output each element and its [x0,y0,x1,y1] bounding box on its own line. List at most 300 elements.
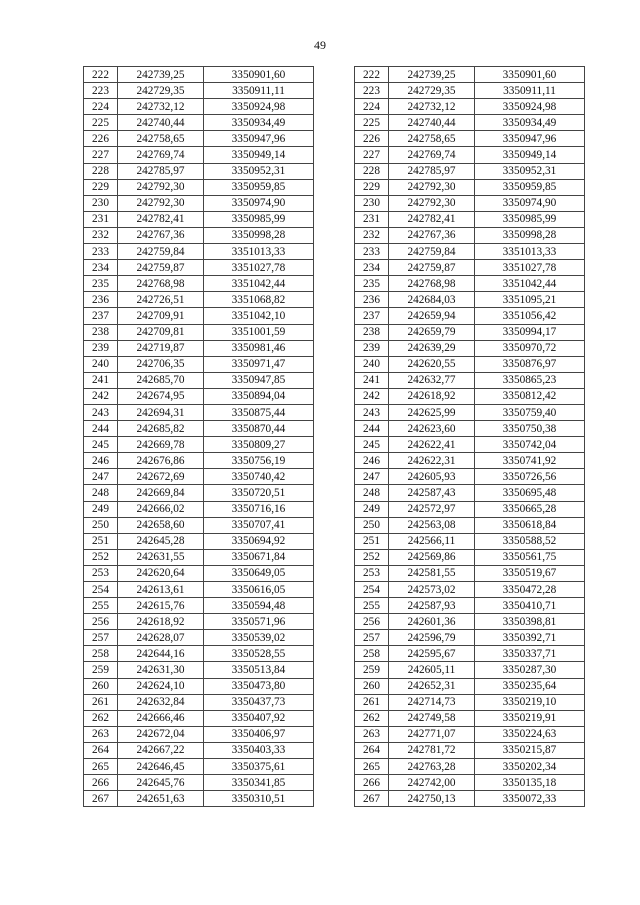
table-row [84,565,314,581]
table-row [84,694,314,710]
coordinates-table-right [354,66,585,807]
point-number-cell: 246 [84,453,118,469]
y-coordinate-cell: 3350513,84 [204,662,314,678]
table-row [355,67,585,83]
point-number-cell: 259 [355,662,389,678]
y-coordinate-cell: 3350870,44 [204,421,314,437]
table-row [355,614,585,630]
point-number-cell: 241 [84,372,118,388]
x-coordinate-cell: 242782,41 [389,211,475,227]
y-coordinate-cell: 3350392,71 [475,630,585,646]
y-coordinate-cell: 3350618,84 [475,517,585,533]
y-coordinate-cell: 3350981,46 [204,340,314,356]
y-coordinate-cell: 3350649,05 [204,565,314,581]
point-number-cell: 233 [84,244,118,260]
table-row [355,99,585,115]
point-number-cell: 266 [355,775,389,791]
y-coordinate-cell: 3350934,49 [204,115,314,131]
x-coordinate-cell: 242742,00 [389,775,475,791]
x-coordinate-cell: 242587,43 [389,485,475,501]
y-coordinate-cell: 3351001,59 [204,324,314,340]
x-coordinate-cell: 242628,07 [118,630,204,646]
x-coordinate-cell: 242768,98 [118,276,204,292]
x-coordinate-cell: 242732,12 [389,99,475,115]
table-row [84,549,314,565]
y-coordinate-cell: 3351042,10 [204,308,314,324]
table-row [355,630,585,646]
table-row [355,759,585,775]
table-row [84,759,314,775]
y-coordinate-cell: 3350410,71 [475,598,585,614]
point-number-cell: 222 [84,67,118,83]
table-row [355,565,585,581]
table-row [355,742,585,758]
table-row [355,598,585,614]
x-coordinate-cell: 242645,76 [118,775,204,791]
table-row [355,115,585,131]
point-number-cell: 229 [355,179,389,195]
y-coordinate-cell: 3350742,04 [475,437,585,453]
y-coordinate-cell: 3350934,49 [475,115,585,131]
point-number-cell: 238 [84,324,118,340]
table-row [84,276,314,292]
point-number-cell: 252 [84,549,118,565]
point-number-cell: 227 [84,147,118,163]
x-coordinate-cell: 242573,02 [389,582,475,598]
point-number-cell: 236 [84,292,118,308]
y-coordinate-cell: 3350998,28 [204,227,314,243]
point-number-cell: 257 [355,630,389,646]
table-row [84,292,314,308]
table-row [84,775,314,791]
table-row [355,678,585,694]
x-coordinate-cell: 242624,10 [118,678,204,694]
x-coordinate-cell: 242658,60 [118,517,204,533]
table-row [84,99,314,115]
point-number-cell: 239 [355,340,389,356]
x-coordinate-cell: 242632,77 [389,372,475,388]
y-coordinate-cell: 3350665,28 [475,501,585,517]
table-row [84,791,314,807]
x-coordinate-cell: 242726,51 [118,292,204,308]
y-coordinate-cell: 3350202,34 [475,759,585,775]
y-coordinate-cell: 3350224,63 [475,726,585,742]
x-coordinate-cell: 242596,79 [389,630,475,646]
y-coordinate-cell: 3350671,84 [204,549,314,565]
table-row [84,388,314,404]
x-coordinate-cell: 242605,11 [389,662,475,678]
y-coordinate-cell: 3350594,48 [204,598,314,614]
table-row [355,437,585,453]
point-number-cell: 231 [84,211,118,227]
y-coordinate-cell: 3351013,33 [204,244,314,260]
point-number-cell: 260 [355,678,389,694]
point-number-cell: 265 [84,759,118,775]
x-coordinate-cell: 242645,28 [118,533,204,549]
table-row [84,533,314,549]
table-row [355,163,585,179]
point-number-cell: 253 [84,565,118,581]
x-coordinate-cell: 242623,60 [389,421,475,437]
x-coordinate-cell: 242792,30 [118,195,204,211]
table-row [84,646,314,662]
table-row [84,308,314,324]
x-coordinate-cell: 242632,84 [118,694,204,710]
point-number-cell: 243 [355,404,389,420]
x-coordinate-cell: 242618,92 [118,614,204,630]
x-coordinate-cell: 242714,73 [389,694,475,710]
point-number-cell: 257 [84,630,118,646]
x-coordinate-cell: 242781,72 [389,742,475,758]
table-row [355,292,585,308]
table-row [355,131,585,147]
table-row [355,211,585,227]
x-coordinate-cell: 242709,91 [118,308,204,324]
table-row [84,614,314,630]
y-coordinate-cell: 3350759,40 [475,404,585,420]
y-coordinate-cell: 3350949,14 [204,147,314,163]
table-row [84,598,314,614]
table-row [355,388,585,404]
y-coordinate-cell: 3350341,85 [204,775,314,791]
point-number-cell: 253 [355,565,389,581]
table-row [355,775,585,791]
point-number-cell: 259 [84,662,118,678]
x-coordinate-cell: 242572,97 [389,501,475,517]
x-coordinate-cell: 242669,84 [118,485,204,501]
y-coordinate-cell: 3351013,33 [475,244,585,260]
table-row [355,421,585,437]
y-coordinate-cell: 3350337,71 [475,646,585,662]
point-number-cell: 254 [355,582,389,598]
x-coordinate-cell: 242625,99 [389,404,475,420]
x-coordinate-cell: 242622,41 [389,437,475,453]
x-coordinate-cell: 242587,93 [389,598,475,614]
point-number-cell: 228 [355,163,389,179]
y-coordinate-cell: 3350959,85 [204,179,314,195]
point-number-cell: 244 [355,421,389,437]
table-row [355,356,585,372]
point-number-cell: 232 [84,227,118,243]
x-coordinate-cell: 242684,03 [389,292,475,308]
y-coordinate-cell: 3350588,52 [475,533,585,549]
point-number-cell: 230 [84,195,118,211]
point-number-cell: 242 [355,388,389,404]
y-coordinate-cell: 3350947,96 [475,131,585,147]
y-coordinate-cell: 3350406,97 [204,726,314,742]
x-coordinate-cell: 242768,98 [389,276,475,292]
x-coordinate-cell: 242749,58 [389,710,475,726]
x-coordinate-cell: 242763,28 [389,759,475,775]
table-row [84,662,314,678]
table-row [355,372,585,388]
x-coordinate-cell: 242740,44 [118,115,204,131]
table-row [355,582,585,598]
point-number-cell: 256 [355,614,389,630]
x-coordinate-cell: 242758,65 [118,131,204,147]
table-row [355,646,585,662]
y-coordinate-cell: 3350998,28 [475,227,585,243]
point-number-cell: 237 [355,308,389,324]
y-coordinate-cell: 3351068,82 [204,292,314,308]
x-coordinate-cell: 242581,55 [389,565,475,581]
y-coordinate-cell: 3350561,75 [475,549,585,565]
y-coordinate-cell: 3350985,99 [475,211,585,227]
y-coordinate-cell: 3350519,67 [475,565,585,581]
x-coordinate-cell: 242566,11 [389,533,475,549]
x-coordinate-cell: 242601,36 [389,614,475,630]
y-coordinate-cell: 3350398,81 [475,614,585,630]
point-number-cell: 250 [84,517,118,533]
table-row [355,324,585,340]
y-coordinate-cell: 3351027,78 [204,260,314,276]
y-coordinate-cell: 3351042,44 [475,276,585,292]
y-coordinate-cell: 3350472,28 [475,582,585,598]
x-coordinate-cell: 242659,94 [389,308,475,324]
x-coordinate-cell: 242674,95 [118,388,204,404]
y-coordinate-cell: 3350875,44 [204,404,314,420]
y-coordinate-cell: 3350694,92 [204,533,314,549]
x-coordinate-cell: 242646,45 [118,759,204,775]
y-coordinate-cell: 3350528,55 [204,646,314,662]
point-number-cell: 235 [84,276,118,292]
x-coordinate-cell: 242569,86 [389,549,475,565]
y-coordinate-cell: 3350072,33 [475,791,585,807]
point-number-cell: 258 [355,646,389,662]
y-coordinate-cell: 3350901,60 [475,67,585,83]
y-coordinate-cell: 3350947,96 [204,131,314,147]
point-number-cell: 225 [84,115,118,131]
point-number-cell: 265 [355,759,389,775]
point-number-cell: 223 [355,83,389,99]
y-coordinate-cell: 3350539,02 [204,630,314,646]
table-row [84,372,314,388]
table-row [355,469,585,485]
y-coordinate-cell: 3350952,31 [475,163,585,179]
y-coordinate-cell: 3350894,04 [204,388,314,404]
point-number-cell: 250 [355,517,389,533]
table-row [84,356,314,372]
y-coordinate-cell: 3350473,80 [204,678,314,694]
point-number-cell: 241 [355,372,389,388]
x-coordinate-cell: 242694,31 [118,404,204,420]
table-row [355,517,585,533]
y-coordinate-cell: 3350375,61 [204,759,314,775]
table-row [84,437,314,453]
point-number-cell: 246 [355,453,389,469]
coordinates-table-left [83,66,314,807]
point-number-cell: 222 [355,67,389,83]
y-coordinate-cell: 3350135,18 [475,775,585,791]
table-row [84,244,314,260]
y-coordinate-cell: 3350741,92 [475,453,585,469]
table-row [84,404,314,420]
table-row [84,260,314,276]
y-coordinate-cell: 3350947,85 [204,372,314,388]
point-number-cell: 234 [355,260,389,276]
y-coordinate-cell: 3350726,56 [475,469,585,485]
x-coordinate-cell: 242639,29 [389,340,475,356]
y-coordinate-cell: 3350994,17 [475,324,585,340]
table-row [84,421,314,437]
table-row [84,211,314,227]
table-row [355,195,585,211]
table-row [355,244,585,260]
y-coordinate-cell: 3350750,38 [475,421,585,437]
point-number-cell: 236 [355,292,389,308]
x-coordinate-cell: 242622,31 [389,453,475,469]
x-coordinate-cell: 242615,76 [118,598,204,614]
x-coordinate-cell: 242739,25 [118,67,204,83]
point-number-cell: 260 [84,678,118,694]
x-coordinate-cell: 242782,41 [118,211,204,227]
y-coordinate-cell: 3350812,42 [475,388,585,404]
table-row [355,340,585,356]
x-coordinate-cell: 242785,97 [118,163,204,179]
table-row [355,694,585,710]
x-coordinate-cell: 242651,63 [118,791,204,807]
table-row [84,67,314,83]
y-coordinate-cell: 3350287,30 [475,662,585,678]
point-number-cell: 266 [84,775,118,791]
point-number-cell: 251 [84,533,118,549]
point-number-cell: 243 [84,404,118,420]
y-coordinate-cell: 3350407,92 [204,710,314,726]
table-row [84,227,314,243]
x-coordinate-cell: 242676,86 [118,453,204,469]
y-coordinate-cell: 3350952,31 [204,163,314,179]
table-row [84,195,314,211]
x-coordinate-cell: 242631,30 [118,662,204,678]
point-number-cell: 227 [355,147,389,163]
point-number-cell: 264 [355,742,389,758]
table-row [355,662,585,678]
table-row [355,179,585,195]
point-number-cell: 226 [355,131,389,147]
y-coordinate-cell: 3350924,98 [475,99,585,115]
x-coordinate-cell: 242652,31 [389,678,475,694]
point-number-cell: 258 [84,646,118,662]
x-coordinate-cell: 242563,08 [389,517,475,533]
table-row [355,501,585,517]
point-number-cell: 223 [84,83,118,99]
x-coordinate-cell: 242605,93 [389,469,475,485]
point-number-cell: 234 [84,260,118,276]
x-coordinate-cell: 242706,35 [118,356,204,372]
x-coordinate-cell: 242771,07 [389,726,475,742]
point-number-cell: 263 [84,726,118,742]
x-coordinate-cell: 242666,46 [118,710,204,726]
x-coordinate-cell: 242750,13 [389,791,475,807]
y-coordinate-cell: 3350235,64 [475,678,585,694]
point-number-cell: 228 [84,163,118,179]
y-coordinate-cell: 3350959,85 [475,179,585,195]
y-coordinate-cell: 3350695,48 [475,485,585,501]
point-number-cell: 244 [84,421,118,437]
table-row [84,710,314,726]
point-number-cell: 232 [355,227,389,243]
table-row [84,517,314,533]
point-number-cell: 262 [355,710,389,726]
point-number-cell: 248 [355,485,389,501]
point-number-cell: 235 [355,276,389,292]
y-coordinate-cell: 3350740,42 [204,469,314,485]
table-row [84,630,314,646]
x-coordinate-cell: 242685,70 [118,372,204,388]
table-row [355,83,585,99]
y-coordinate-cell: 3350865,23 [475,372,585,388]
x-coordinate-cell: 242618,92 [389,388,475,404]
x-coordinate-cell: 242758,65 [389,131,475,147]
point-number-cell: 249 [355,501,389,517]
x-coordinate-cell: 242792,30 [118,179,204,195]
point-number-cell: 248 [84,485,118,501]
table-row [355,485,585,501]
y-coordinate-cell: 3350985,99 [204,211,314,227]
table-row [84,340,314,356]
y-coordinate-cell: 3350949,14 [475,147,585,163]
point-number-cell: 267 [84,791,118,807]
point-number-cell: 249 [84,501,118,517]
x-coordinate-cell: 242739,25 [389,67,475,83]
table-row [355,710,585,726]
y-coordinate-cell: 3350720,51 [204,485,314,501]
x-coordinate-cell: 242792,30 [389,179,475,195]
x-coordinate-cell: 242785,97 [389,163,475,179]
x-coordinate-cell: 242667,22 [118,742,204,758]
table-row [84,179,314,195]
x-coordinate-cell: 242792,30 [389,195,475,211]
point-number-cell: 229 [84,179,118,195]
table-row [84,582,314,598]
table-row [84,83,314,99]
point-number-cell: 238 [355,324,389,340]
y-coordinate-cell: 3350403,33 [204,742,314,758]
y-coordinate-cell: 3350924,98 [204,99,314,115]
x-coordinate-cell: 242672,04 [118,726,204,742]
x-coordinate-cell: 242729,35 [118,83,204,99]
y-coordinate-cell: 3350707,41 [204,517,314,533]
point-number-cell: 251 [355,533,389,549]
x-coordinate-cell: 242613,61 [118,582,204,598]
y-coordinate-cell: 3351027,78 [475,260,585,276]
table-row [84,501,314,517]
table-row [355,453,585,469]
y-coordinate-cell: 3350716,16 [204,501,314,517]
table-row [84,485,314,501]
x-coordinate-cell: 242685,82 [118,421,204,437]
x-coordinate-cell: 242769,74 [389,147,475,163]
table-row [355,726,585,742]
y-coordinate-cell: 3350974,90 [475,195,585,211]
x-coordinate-cell: 242740,44 [389,115,475,131]
table-row [84,163,314,179]
table-row [355,308,585,324]
x-coordinate-cell: 242666,02 [118,501,204,517]
y-coordinate-cell: 3350971,47 [204,356,314,372]
x-coordinate-cell: 242732,12 [118,99,204,115]
point-number-cell: 226 [84,131,118,147]
point-number-cell: 252 [355,549,389,565]
x-coordinate-cell: 242595,67 [389,646,475,662]
point-number-cell: 267 [355,791,389,807]
table-row [355,549,585,565]
x-coordinate-cell: 242672,69 [118,469,204,485]
x-coordinate-cell: 242719,87 [118,340,204,356]
table-row [84,147,314,163]
table-row [355,276,585,292]
y-coordinate-cell: 3350911,11 [204,83,314,99]
